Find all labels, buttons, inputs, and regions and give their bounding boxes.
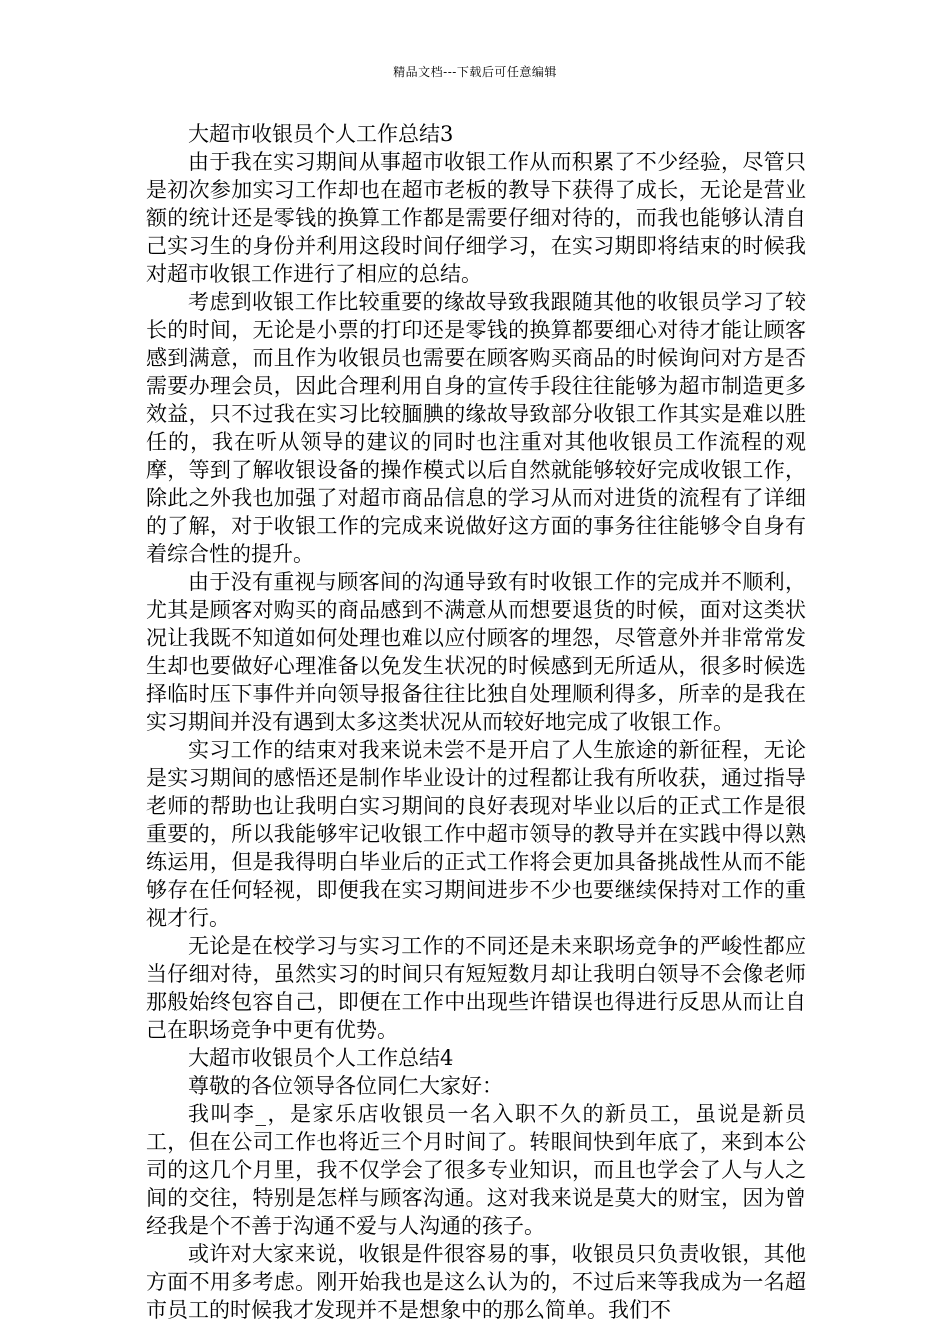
section-title: 大超市收银员个人工作总结4	[188, 1046, 454, 1070]
paragraph: 无论是在校学习与实习工作的不同还是未来职场竞争的严峻性都应当仔细对待，虽然实习的时间只有短短数月却让我明白领导不会像老师那般始终包容自己，即便在工作中出现些许错误也得进行反思从而让自己在职场竞争中更有优势。	[146, 934, 806, 1042]
document-body	[146, 120, 806, 1324]
paragraph: 由于我在实习期间从事超市收银工作从而积累了不少经验，尽管只是初次参加实习工作却也在超市老板的教导下获得了成长，无论是营业额的统计还是零钱的换算工作都是需要仔细对待的，而我也能够认清自己实习生的身份并利用这段时间仔细学习，在实习期即将结束的时候我对超市收银工作进行了相应的总结。	[146, 150, 806, 286]
paragraph: 由于没有重视与顾客间的沟通导致有时收银工作的完成并不顺利，尤其是顾客对购买的商品感到不满意从而想要退货的时候，面对这类状况让我既不知道如何处理也难以应付顾客的埋怨，尽管意外并非常常发生却也要做好心理准备以免发生状况的时候感到无所适从，很多时候选择临时压下事件并向领导报备往往比独自处理顺利得多，所幸的是我在实习期间并没有遇到太多这类状况从而较好地完成了收银工作。	[146, 570, 806, 734]
paragraph: 我叫李_，是家乐店收银员一名入职不久的新员工，虽说是新员工，但在公司工作也将近三个月时间了。转眼间快到年底了，来到本公司的这几个月里，我不仅学会了很多专业知识，而且也学会了人与人之间的交往，特别是怎样与顾客沟通。这对我来说是莫大的财宝，因为曾经我是个不善于沟通不爱与人沟通的孩子。	[146, 1102, 806, 1238]
salutation: 尊敬的各位领导各位同仁大家好：	[188, 1074, 503, 1098]
page-header: 精品文档---下载后可任意编辑	[393, 65, 557, 79]
paragraph: 考虑到收银工作比较重要的缘故导致我跟随其他的收银员学习了较长的时间，无论是小票的打印还是零钱的换算都要细心对待才能让顾客感到满意，而且作为收银员也需要在顾客购买商品的时候询问对方是否需要办理会员，因此合理利用自身的宣传手段往往能够为超市制造更多效益，只不过我在实习比较腼腆的缘故导致部分收银工作其实是难以胜任的，我在听从领导的建议的同时也注重对其他收银员工作流程的观摩，等到了解收银设备的操作模式以后自然就能够较好完成收银工作，除此之外我也加强了对超市商品信息的学习从而对进货的流程有了详细的了解，对于收银工作的完成来说做好这方面的事务往往能够令自身有着综合性的提升。	[146, 290, 806, 566]
paragraph: 或许对大家来说，收银是件很容易的事，收银员只负责收银，其他方面不用多考虑。刚开始我也是这么认为的，不过后来等我成为一名超市员工的时候我才发现并不是想象中的那么简单。我们不	[146, 1242, 806, 1322]
section-title: 大超市收银员个人工作总结3	[188, 122, 454, 146]
paragraph: 实习工作的结束对我来说未尝不是开启了人生旅途的新征程，无论是实习期间的感悟还是制作毕业设计的过程都让我有所收获，通过指导老师的帮助也让我明白实习期间的良好表现对毕业以后的正式工作是很重要的，所以我能够牢记收银工作中超市领导的教导并在实践中得以熟练运用，但是我得明白毕业后的正式工作将会更加具备挑战性从而不能够存在任何轻视，即便我在实习期间进步不少也要继续保持对工作的重视才行。	[146, 738, 806, 930]
